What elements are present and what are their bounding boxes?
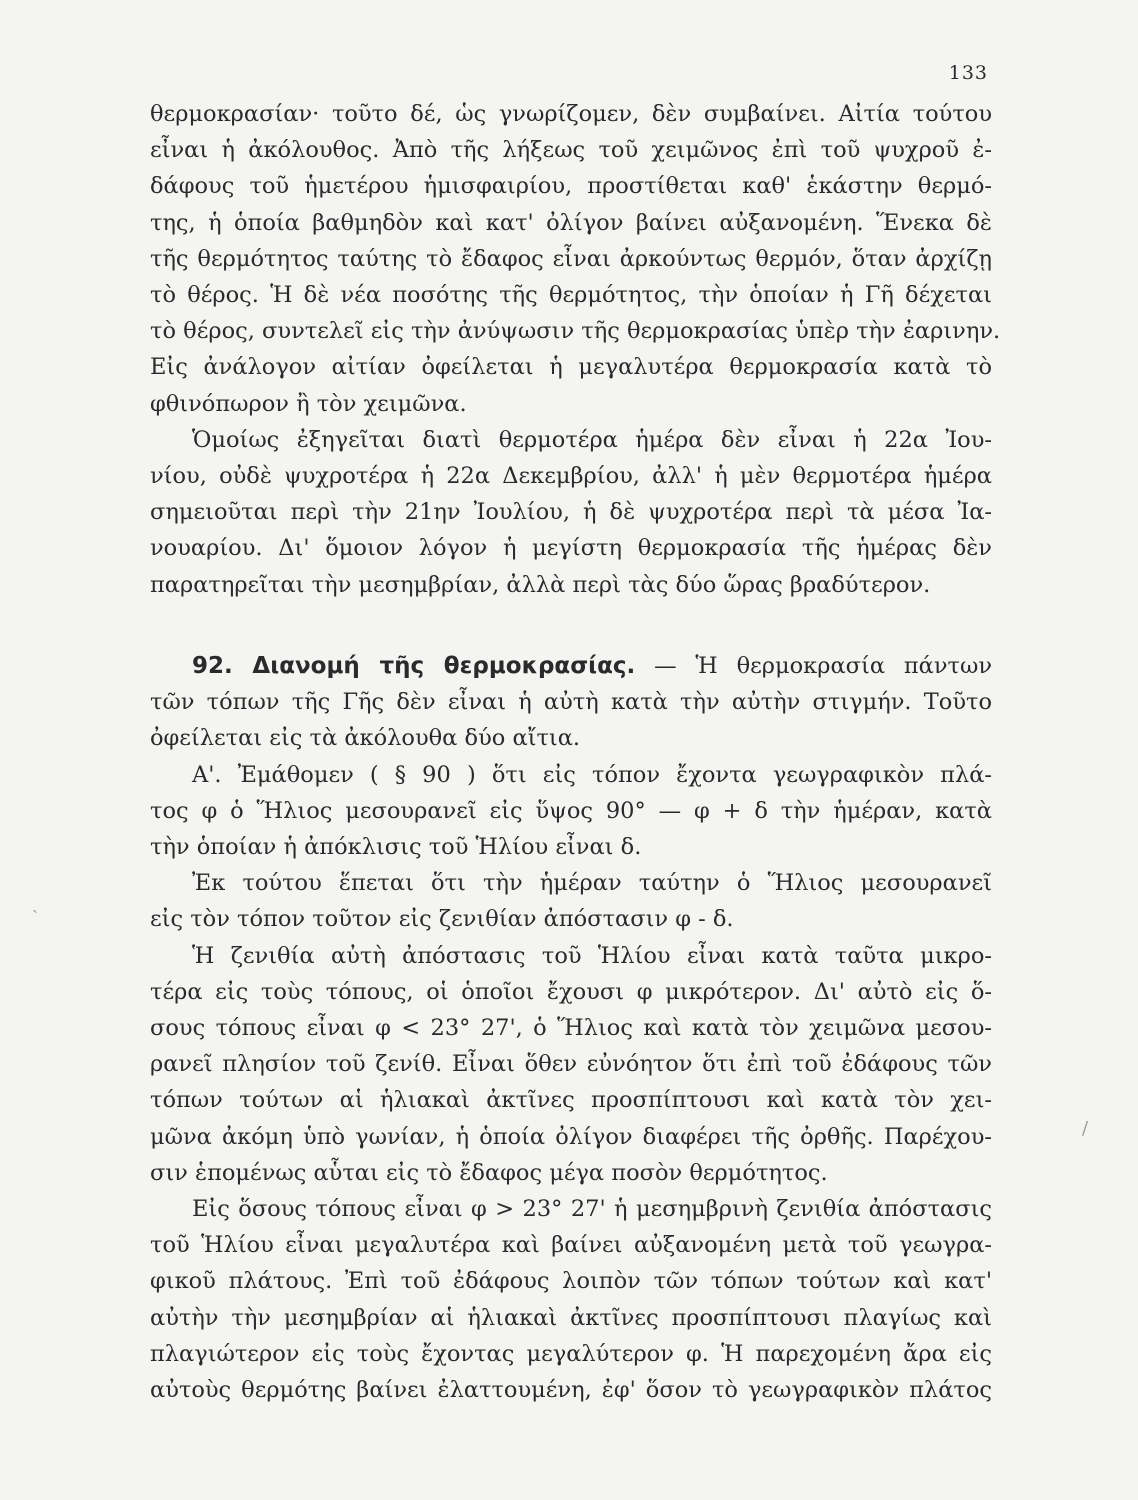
paragraph-4	[150, 793, 992, 865]
paragraph-2-cont	[150, 458, 992, 603]
text-line: ρανεῖ πλησίον τοῦ ζενίθ. Εἶναι ὅθεν εὐνόητον ὅτι ἐπὶ τοῦ ἐδάφους τῶν	[150, 1051, 992, 1078]
text-line: τόπων τούτων αἱ ἡλιακαὶ ἀκτῖνες προσπίπτουσι καὶ κατὰ τὸν χει-	[150, 1087, 992, 1114]
section-heading-rest: — Ἡ θερμοκρασία πάντων	[635, 653, 992, 679]
paragraph-5	[150, 901, 992, 937]
text-line: Ἡ ζενιθία αὐτὴ ἀπόστασις τοῦ Ἡλίου εἶναι κατὰ ταῦτα μικρο-	[192, 942, 992, 969]
margin-scan-mark: /	[1082, 1118, 1089, 1139]
section-heading-line	[150, 648, 992, 684]
text-line: Εἰς ὅσους τόπους εἶναι φ > 23° 27' ἡ μεσημβρινὴ ζενιθία ἀπόστασις	[192, 1196, 992, 1223]
text-line: εἶναι ἡ ἀκόλουθος. Ἀπὸ τῆς λήξεως τοῦ χειμῶνος ἐπὶ τοῦ ψυχροῦ ἐ-	[150, 137, 992, 164]
text-line: της, ἡ ὁποία βαθμηδὸν καὶ κατ' ὀλίγον βαίνει αὐξανομένη. Ἕνεκα δὲ	[150, 209, 992, 236]
paragraph-7	[150, 1227, 992, 1408]
section-heading: 92. Διανομή τῆς θερμοκρασίας.	[192, 653, 636, 679]
text-line: τὸ θέρος, συντελεῖ εἰς τὴν ἀνύψωσιν τῆς θερμοκρασίας ὑπὲρ τὴν ἐαρινην.	[150, 318, 1001, 345]
text-line: ὀφείλεται εἰς τὰ ἀκόλουθα δύο αἴτια.	[150, 725, 581, 752]
paragraph-1	[150, 96, 1001, 422]
text-line: θερμοκρασίαν· τοῦτο δέ, ὡς γνωρίζομεν, δὲν συμβαίνει. Αἰτία τούτου	[150, 101, 992, 127]
text-line: τέρα εἰς τοὺς τόπους, οἱ ὁποῖοι ἔχουσι φ μικρότερον. Δι' αὐτὸ εἰς ὅ-	[150, 978, 992, 1005]
paragraph-3	[150, 684, 992, 756]
text-line: παρατηρεῖται τὴν μεσημβρίαν, ἀλλὰ περὶ τὰς δύο ὥρας βραδύτερον.	[150, 571, 931, 598]
text-line: τῆς θερμότητος ταύτης τὸ ἔδαφος εἶναι ἀρκούντως θερμόν, ὅταν ἀρχίζῃ	[150, 245, 992, 272]
paragraph-7-first	[150, 1191, 992, 1227]
page-number: 133	[948, 62, 988, 84]
text-line: σιν ἑπομένως αὗται εἰς τὸ ἔδαφος μέγα ποσὸν θερμότητος.	[150, 1159, 828, 1186]
text-line: σους τόπους εἶναι φ < 23° 27', ὁ Ἥλιος καὶ κατὰ τὸν χειμῶνα μεσου-	[150, 1015, 992, 1042]
text-line: τος φ ὁ Ἥλιος μεσουρανεῖ εἰς ὕψος 90° — φ + δ τὴν ἡμέραν, κατὰ	[150, 797, 992, 824]
text-line: φθινόπωρον ἢ τὸν χειμῶνα.	[150, 390, 467, 417]
text-line: νίου, οὐδὲ ψυχροτέρα ἡ 22α Δεκεμβρίου, ἀλλ' ἡ μὲν θερμοτέρα ἡμέρα	[150, 463, 992, 490]
text-line: εἰς τὸν τόπον τοῦτον εἰς ζενιθίαν ἀπόστασιν φ - δ.	[150, 906, 734, 933]
text-line: τῶν τόπων τῆς Γῆς δὲν εἶναι ἡ αὐτὴ κατὰ τὴν αὐτὴν στιγμήν. Τοῦτο	[150, 689, 992, 716]
text-line: αὐτὴν τὴν μεσημβρίαν αἱ ἡλιακαὶ ἀκτῖνες προσπίπτουσι πλαγίως καὶ	[150, 1304, 992, 1331]
body-text-upper	[150, 96, 1001, 603]
margin-scan-mark: ˏ	[32, 893, 38, 914]
text-line: τὸ θέρος. Ἡ δὲ νέα ποσότης τῆς θερμότητος, τὴν ὁποίαν ἡ Γῆ δέχεται	[150, 282, 992, 309]
paragraph-6	[150, 974, 992, 1191]
text-line: Ὁμοίως ἐξηγεῖται διατὶ θερμοτέρα ἡμέρα δὲν εἶναι ἡ 22α Ἰου-	[192, 426, 992, 453]
text-line: τοῦ Ἡλίου εἶναι μεγαλυτέρα καὶ βαίνει αὐξανομένη μετὰ τοῦ γεωγρα-	[150, 1232, 992, 1259]
text-line: τὴν ὁποίαν ἡ ἀπόκλισις τοῦ Ἡλίου εἶναι δ.	[150, 834, 642, 861]
text-line: πλαγιώτερον εἰς τοὺς ἔχοντας μεγαλύτερον φ. Ἡ παρεχομένη ἄρα εἰς	[150, 1340, 992, 1367]
paragraph-4-first	[150, 757, 992, 793]
text-line: νουαρίου. Δι' ὅμοιον λόγον ἡ μεγίστη θερμοκρασία τῆς ἡμέρας δὲν	[150, 535, 992, 562]
section-92	[150, 648, 992, 1408]
paragraph-2	[150, 422, 992, 458]
text-line: Α'. Ἐμάθομεν ( § 90 ) ὅτι εἰς τόπον ἔχοντα γεωγραφικὸν πλά-	[192, 761, 992, 788]
text-line: δάφους τοῦ ἡμετέρου ἡμισφαιρίου, προστίθεται καθ' ἑκάστην θερμό-	[150, 173, 992, 200]
text-line: Εἰς ἀνάλογον αἰτίαν ὀφείλεται ἡ μεγαλυτέρα θερμοκρασία κατὰ τὸ	[150, 354, 992, 381]
section-heading-wrap	[192, 648, 992, 684]
paragraph-5-first	[150, 865, 992, 901]
text-line: μῶνα ἀκόμη ὑπὸ γωνίαν, ἡ ὁποία ὀλίγον διαφέρει τῆς ὀρθῆς. Παρέχου-	[150, 1123, 992, 1150]
text-line: Ἐκ τούτου ἕπεται ὅτι τὴν ἡμέραν ταύτην ὁ Ἥλιος μεσουρανεῖ	[192, 870, 992, 897]
text-line: σημειοῦται περὶ τὴν 21ην Ἰουλίου, ἡ δὲ ψυχροτέρα περὶ τὰ μέσα Ἰα-	[150, 499, 992, 526]
paragraph-6-first	[150, 938, 992, 974]
text-line: αὐτοὺς θερμότης βαίνει ἐλαττουμένη, ἐφ' ὅσον τὸ γεωγραφικὸν πλάτος	[150, 1377, 992, 1404]
text-line: φικοῦ πλάτους. Ἐπὶ τοῦ ἐδάφους λοιπὸν τῶν τόπων τούτων καὶ κατ'	[150, 1268, 992, 1295]
